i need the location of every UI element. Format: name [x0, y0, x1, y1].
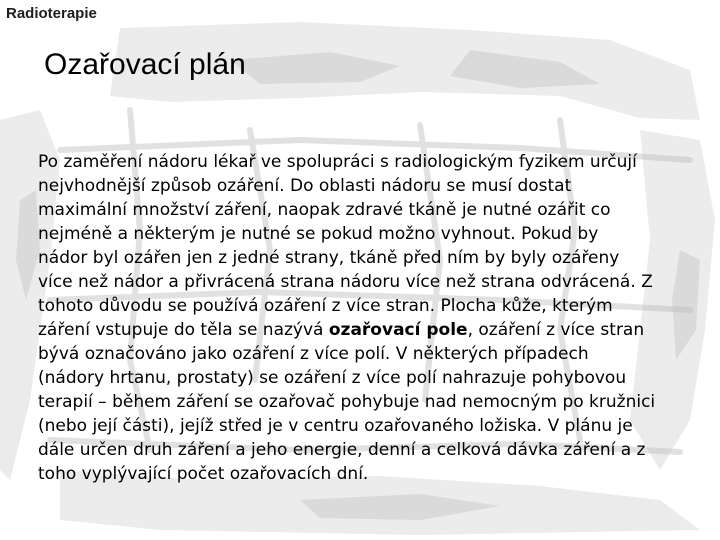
body-line	[38, 318, 704, 342]
body-line: toho vyplývající počet ozařovacích dní.	[38, 464, 369, 484]
emphasized-term: ozařovací pole	[328, 320, 468, 340]
body-text	[38, 150, 704, 486]
body-line: (nebo její části), jejíž střed je v centru ozařovaného ložiska. V plánu je	[38, 416, 633, 436]
body-line: bývá označováno jako ozáření z více polí. V některých případech	[38, 344, 589, 364]
body-text-fragment: záření vstupuje do těla se nazývá	[38, 320, 329, 340]
body-line: nádor byl ozářen jen z jedné strany, tkáně před ním by byly ozářeny	[38, 248, 620, 268]
body-line: (nádory hrtanu, prostaty) se ozáření z více polí nahrazuje pohybovou	[38, 368, 627, 388]
body-line: tohoto důvodu se používá ozáření z více stran. Plocha kůže, kterým	[38, 296, 613, 316]
body-line: dále určen druh záření a jeho energie, denní a celková dávka záření a z	[38, 440, 646, 460]
body-line: terapií – během záření se ozařovač pohybuje nad nemocným po kružnici	[38, 392, 656, 412]
body-text-fragment: , ozáření z více stran	[467, 320, 645, 340]
body-line: více než nádor a přivrácená strana nádoru více než strana odvrácená. Z	[38, 272, 653, 292]
body-line: nejvhodnější způsob ozáření. Do oblasti nádoru se musí dostat	[38, 176, 572, 196]
body-line: nejméně a některým je nutné se pokud možno vyhnout. Pokud by	[38, 224, 599, 244]
body-line: Po zaměření nádoru lékař ve spolupráci s radiologickým fyzikem určují	[38, 152, 637, 172]
slide-title: Ozařovací plán	[44, 48, 246, 81]
body-line: maximální množství záření, naopak zdravé tkáně je nutné ozářit co	[38, 200, 611, 220]
header-label: Radioterapie	[6, 5, 97, 22]
